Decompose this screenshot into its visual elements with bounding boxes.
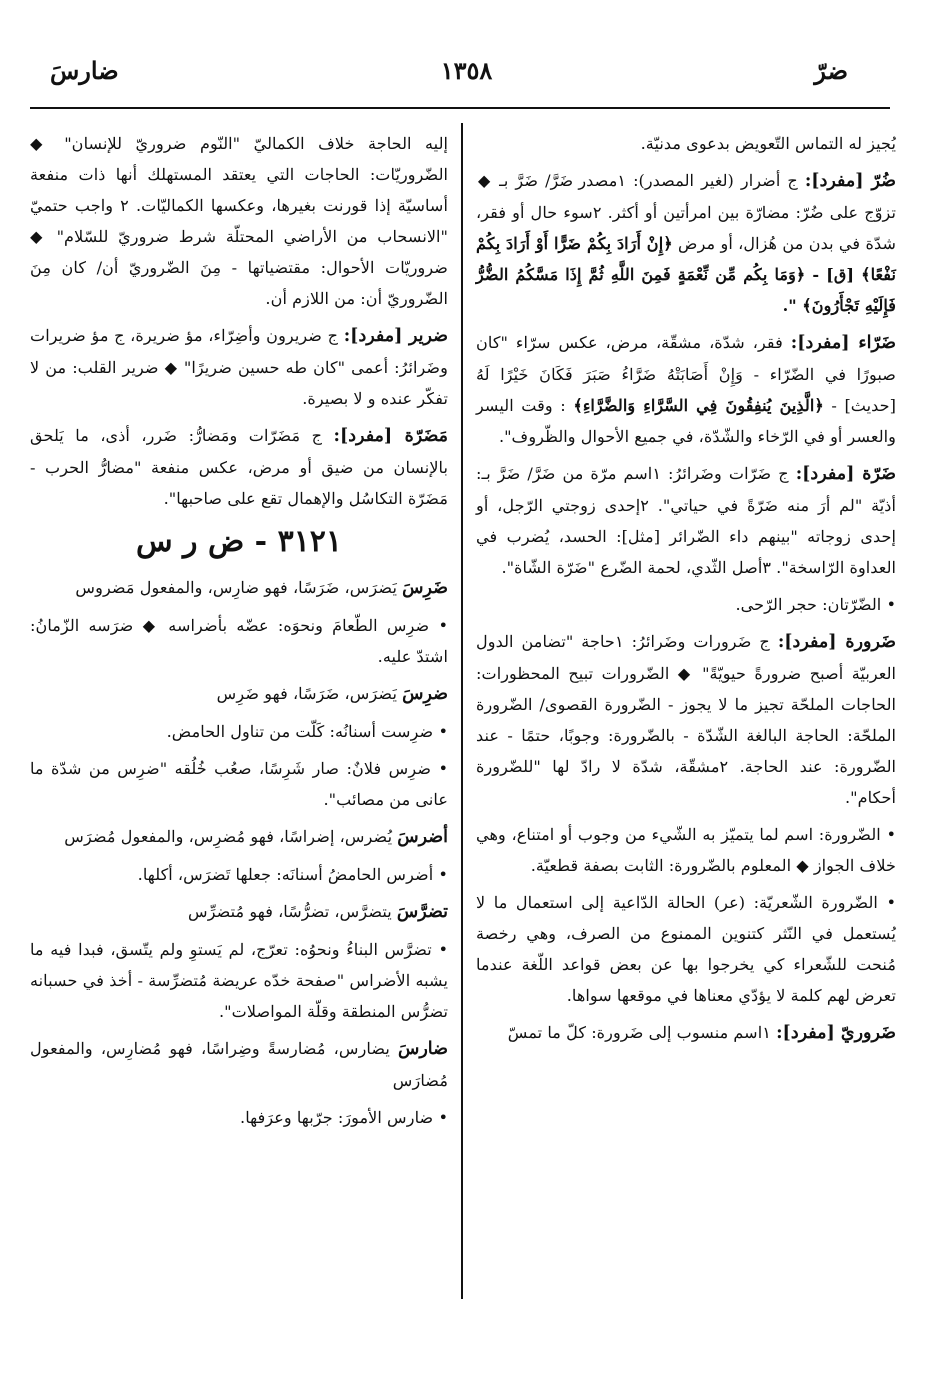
headword: أضرسَ	[397, 827, 448, 847]
entry-text: ج ضريرون وأضِرّاء، مؤ ضريرة، ج مؤ ضريرات وضَرائرُ: أعمى "كان طه حسين ضريرًا" ◆ ضرير القلب: من لا تفكّر عنده و لا بصيرة.	[30, 326, 448, 408]
dictionary-entry	[30, 1102, 448, 1133]
dictionary-entry	[30, 753, 448, 815]
entry-text: • الضّرورة الشّعريّة: (عر) الحالة الدّاعية إلى استعمال ما لا يُستعمل في النّثر كتنوين الممنوع من الصرف، وهي رخصة مُنحت للشّعراء كي يخرجوا بها عن بعض قواعد اللّغة عندما تعرض لهم كلمة لا يؤدّي معناها في موقعها سواها.	[476, 893, 896, 1005]
dictionary-entry	[30, 128, 448, 314]
guide-word-left: ضارسَ	[50, 56, 119, 85]
entry-text: • الضّرورة: اسم لما يتميّز به الشّيء من وجوب أو امتناع، وهي خلاف الجواز ◆ المعلوم بالضّرورة: الثابت بصفة قطعيّة.	[476, 825, 896, 875]
headword: تضرَّسَ	[396, 902, 448, 922]
entry-text: يُجيز له التماس التّعويض بدعوى مدنيّة.	[640, 134, 896, 153]
dictionary-entry	[476, 819, 896, 881]
headword: ضرِسَ	[402, 684, 448, 704]
dictionary-entry	[476, 1017, 896, 1049]
headword: ضَرِسَ	[402, 578, 448, 598]
left-column	[30, 128, 448, 1139]
dictionary-entry	[476, 589, 896, 620]
root-heading: ٣١٢١ - ض ر س	[135, 524, 343, 559]
dictionary-entry	[476, 887, 896, 1011]
entry-text: • تضرَّس البناءُ ونحوُه: تعرّج، لم يَستوِ ولم يتّسق، فبدا فيه ما يشبه الأضراس "صفحة خدّه عريضة مُتضرِّسة - أخذ في حسبانه تضرُّس المنطقة وقلّة المواصلات".	[30, 940, 448, 1021]
right-column	[476, 128, 896, 1055]
entry-text: ج ضَرورات وضَرائرُ: ١حاجة "تضامن الدول العربيّة أصبح ضرورةً حيويّةً" ◆ الضّرورات تبيح المحظورات: الحاجات الملحّة تجيز ما لا يجوز - الضّرورة القصوى/ الضّرورة الملحّة: الحاجة البالغة الشّدّة - بالضّرورة: وجوبًا، حتمًا - عند الضّرورة: عند الحاجة. ٢مشقّة، شدّة لا رادّ لها "للضّرورة أحكام".	[476, 632, 897, 807]
dictionary-entry	[30, 1033, 448, 1096]
quran-quote: ﴿إِنْ أَرَادَ بِكُمْ ضَرًّا أَوْ أَرَادَ بِكُمْ نَفْعًا﴾ [ق] - ﴿وَمَا بِكُم مِّن نِّعْمَةٍ فَمِنَ اللَّهِ ثُمَّ إِذَا مَسَّكُمُ الضُّرُّ فَإِلَيْهِ تَجْأَرُونَ﴾ ".	[476, 234, 896, 315]
header-rule	[30, 107, 890, 109]
entry-text: • ضارس الأمورَ: جرّبها وعرَفها.	[240, 1108, 448, 1127]
dictionary-entry	[30, 678, 448, 710]
column-divider	[461, 123, 463, 1299]
dictionary-entry	[30, 859, 448, 890]
page-number: ١٣٥٨	[440, 56, 493, 85]
dictionary-entry	[476, 626, 896, 813]
entry-text: • ضرِس فلانٌ: صار شَرِسًا، صعُب خُلُقه "ضرِس من شدّة ما عانى من مصائب".	[30, 759, 448, 809]
entry-text: • ضرِس الطّعامَ ونحوَه: عضّه بأضراسه ◆ ضرَسه الزّمانُ: اشتدّ عليه.	[30, 616, 448, 666]
entry-text: • ضرِست أسنانُه: كَلّت من تناول الحامض.	[166, 722, 448, 741]
entry-text: يُضرس، إضراسًا، فهو مُضرِس، والمفعول مُضرَس	[64, 827, 393, 846]
entry-text: • أضرس الحامضُ أسنانَه: جعلها تَضرَس، أكلها.	[137, 865, 448, 884]
dictionary-entry	[30, 896, 448, 928]
headword: ضَرّة [مفرد]:	[795, 464, 896, 484]
dictionary-entry	[476, 458, 896, 583]
dictionary-entry	[476, 128, 896, 159]
entry-text: ج ضَرّات وضَرائرُ: ١اسم مرّة من ضَرَّ/ ضَرَّ بـ: أذيّة "لم أرَ منه ضَرّةً في حياتي". ٢إحدى زوجتي الرّجل، أو إحدى زوجاته "بينهم داء الضّرائر [مثل]: الحسد، يُضرب في العداوة الرّاسخة". ٣أصل الثّدي، لحمة الضّرع "ضَرّة الشّاة".	[476, 464, 896, 577]
entry-text: يَضرَس، ضَرَسًا، فهو ضَرِس	[216, 684, 397, 703]
headword: ضَروريّ [مفرد]:	[776, 1023, 896, 1043]
dictionary-entry	[476, 327, 896, 452]
entry-text: فقر، شدّة، مشقّة، مرض، عكس سرّاء "كان صبورًا في الضّرّاء - وَإِنْ أَصَابَتْهُ ضَرَّاءُ صَبَرَ فَكَانَ خَيْرًا لَهُ [حديث] -	[476, 333, 896, 415]
guide-word-right: ضرّ	[814, 56, 848, 85]
dictionary-entry	[30, 420, 448, 514]
dictionary-entry	[30, 572, 448, 604]
dictionary-entry	[30, 821, 448, 853]
dictionary-entry	[30, 610, 448, 672]
dictionary-entry	[30, 716, 448, 747]
entry-text: يتضرَّس، تضرُّسًا، فهو مُتضرِّس	[187, 902, 392, 921]
dictionary-entry	[30, 320, 448, 414]
page-header	[30, 52, 903, 108]
entry-text: يَضرَس، ضَرَسًا، فهو ضارِس، والمفعول مَضروس	[75, 578, 397, 597]
entry-text: إليه الحاجة خلاف الكماليّ "النّوم ضروريّ للإنسان" ◆ الضّروريّات: الحاجات التي يعتقد المستهلك أنها ذات منفعة أساسيّة إذا قورنت بغيرها، وعكسها الكماليّات. ٢ واجب حتميّ "الانسحاب من الأراضي المحتلّة شرط ضروريّ للسّلام" ◆ ضروريّات الأحوال: مقتضياتها - مِنَ الضّروريّ أن/ كان مِنَ الضّروريّ أن: من اللازم أن.	[30, 134, 448, 308]
headword: ضارسَ	[397, 1039, 448, 1059]
quran-quote: ﴿الَّذِينَ يُنفِقُونَ فِي السَّرَّاءِ وَالضَّرَّاءِ﴾	[573, 396, 824, 415]
entry-text: يضارس، مُضارسةً وضِراسًا، فهو مُضارِس، والمفعول مُضارَس	[30, 1039, 448, 1090]
dictionary-entry	[30, 934, 448, 1027]
headword: ضرير [مفرد]:	[343, 326, 448, 346]
headword: ضَرّاء [مفرد]:	[790, 333, 896, 353]
dictionary-entry	[476, 165, 896, 321]
entry-text: ١اسم منسوب إلى ضَرورة: كلّ ما تمسّ	[507, 1023, 771, 1042]
entry-text: ج أضرار (لغير المصدر): ١مصدر ضَرَّ/ ضَرَّ بـ ◆ تزوّج على ضُرّ: مضارّة بين امرأتين أو أكثر. ٢سوء حال أو فقر، شدّة في بدن من هُزال، أو مرض	[476, 171, 897, 253]
entry-text: ج مَضَرّات ومَضارُّ: ضَرر، أذى، ما يَلحق بالإنسان من ضيق أو مرض، عكس منفعة "مضارُّ الحرب - مَضَرّة التكاسُل والإهمال تقع على صاحبها".	[30, 426, 448, 508]
headword: مَضَرّة [مفرد]:	[333, 426, 448, 446]
headword: ضَرورة [مفرد]:	[777, 632, 896, 652]
entry-text: : وقت اليسر والعسر أو في الرّخاء والشّدّة، في جميع الأحوال والظّروف".	[476, 396, 896, 446]
entry-text: • الضّرّتان: حجر الرّحى.	[735, 595, 896, 614]
headword: ضُرّ [مفرد]:	[804, 171, 897, 191]
